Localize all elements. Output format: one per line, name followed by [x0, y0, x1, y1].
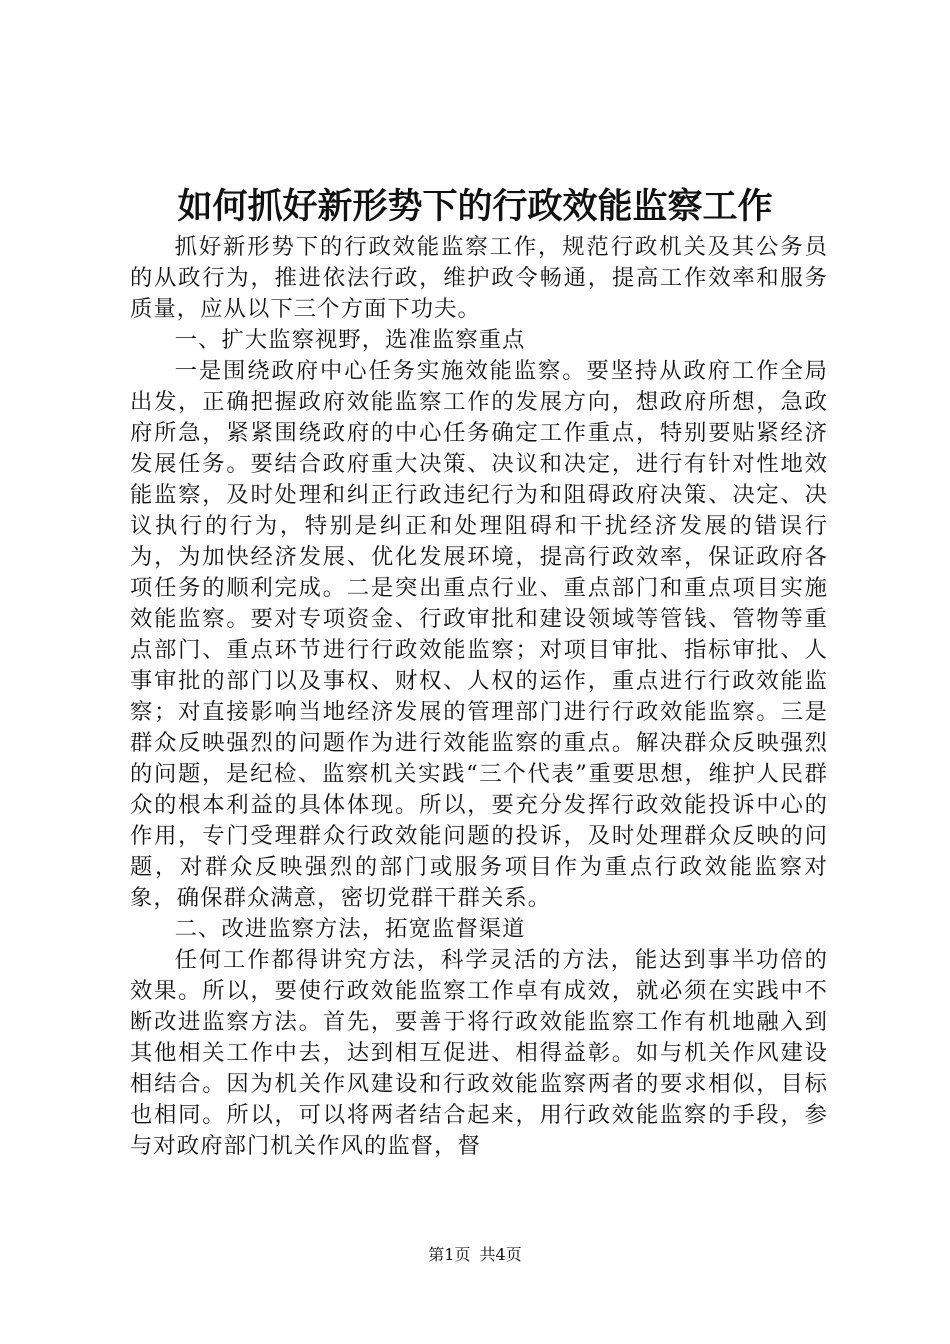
- section-heading-1: 一、扩大监察视野，选准监察重点: [174, 327, 526, 353]
- page-total: 共4页: [479, 1245, 522, 1264]
- page-footer: [0, 1244, 950, 1266]
- section-1-paragraph: 一是围绕政府中心任务实施效能监察。要坚持从政府工作全局出发，正确把握政府效能监察工作的发展方向，想政府所想，急政府所急，紧紧围绕政府的中心任务确定工作重点，特别要贴紧经济发展任务。要结合政府重大决策、决议和决定，进行有针对性地效能监察，及时处理和纠正行政违纪行为和阻碍政府决策、决定、决议执行的行为，特别是纠正和处理阻碍和干扰经济发展的错误行为，为加快经济发展、优化发展环境，提高行政效率，保证政府各项任务的顺利完成。二是突出重点行业、重点部门和重点项目实施效能监察。要对专项资金、行政审批和建设领域等管钱、管物等重点部门、重点环节进行行政效能监察；对项目审批、指标审批、人事审批的部门以及事权、财权、人权的运作，重点进行行政效能监察；对直接影响当地经济发展的管理部门进行行政效能监察。三是群众反映强烈的问题作为进行效能监察的重点。解决群众反映强烈的问题，是纪检、监察机关实践“三个代表”重要思想，维护人民群众的根本利益的具体体现。所以，要充分发挥行政效能投诉中心的作用，专门受理群众行政效能问题的投诉，及时处理群众反映的问题，对群众反映强烈的部门或服务项目作为重点行政效能监察对象，确保群众满意，密切党群干群关系。: [130, 358, 828, 911]
- document-title: 如何抓好新形势下的行政效能监察工作: [177, 186, 773, 227]
- page-number: 第1页: [428, 1245, 471, 1264]
- document-body: [130, 232, 828, 1162]
- intro-paragraph: 抓好新形势下的行政效能监察工作，规范行政机关及其公务员的从政行为，推进依法行政，维护政令畅通，提高工作效率和服务质量，应从以下三个方面下功夫。: [130, 234, 828, 322]
- section-heading-2: 二、改进监察方法，拓宽监督渠道: [174, 916, 526, 942]
- section-2-paragraph: 任何工作都得讲究方法，科学灵活的方法，能达到事半功倍的效果。所以，要使行政效能监察工作卓有成效，就必须在实践中不断改进监察方法。首先，要善于将行政效能监察工作有机地融入到其他相关工作中去，达到相互促进、相得益彰。如与机关作风建设相结合。因为机关作风建设和行政效能监察两者的要求相似，目标也相同。所以，可以将两者结合起来，用行政效能监察的手段，参与对政府部门机关作风的监督，督: [130, 947, 828, 1159]
